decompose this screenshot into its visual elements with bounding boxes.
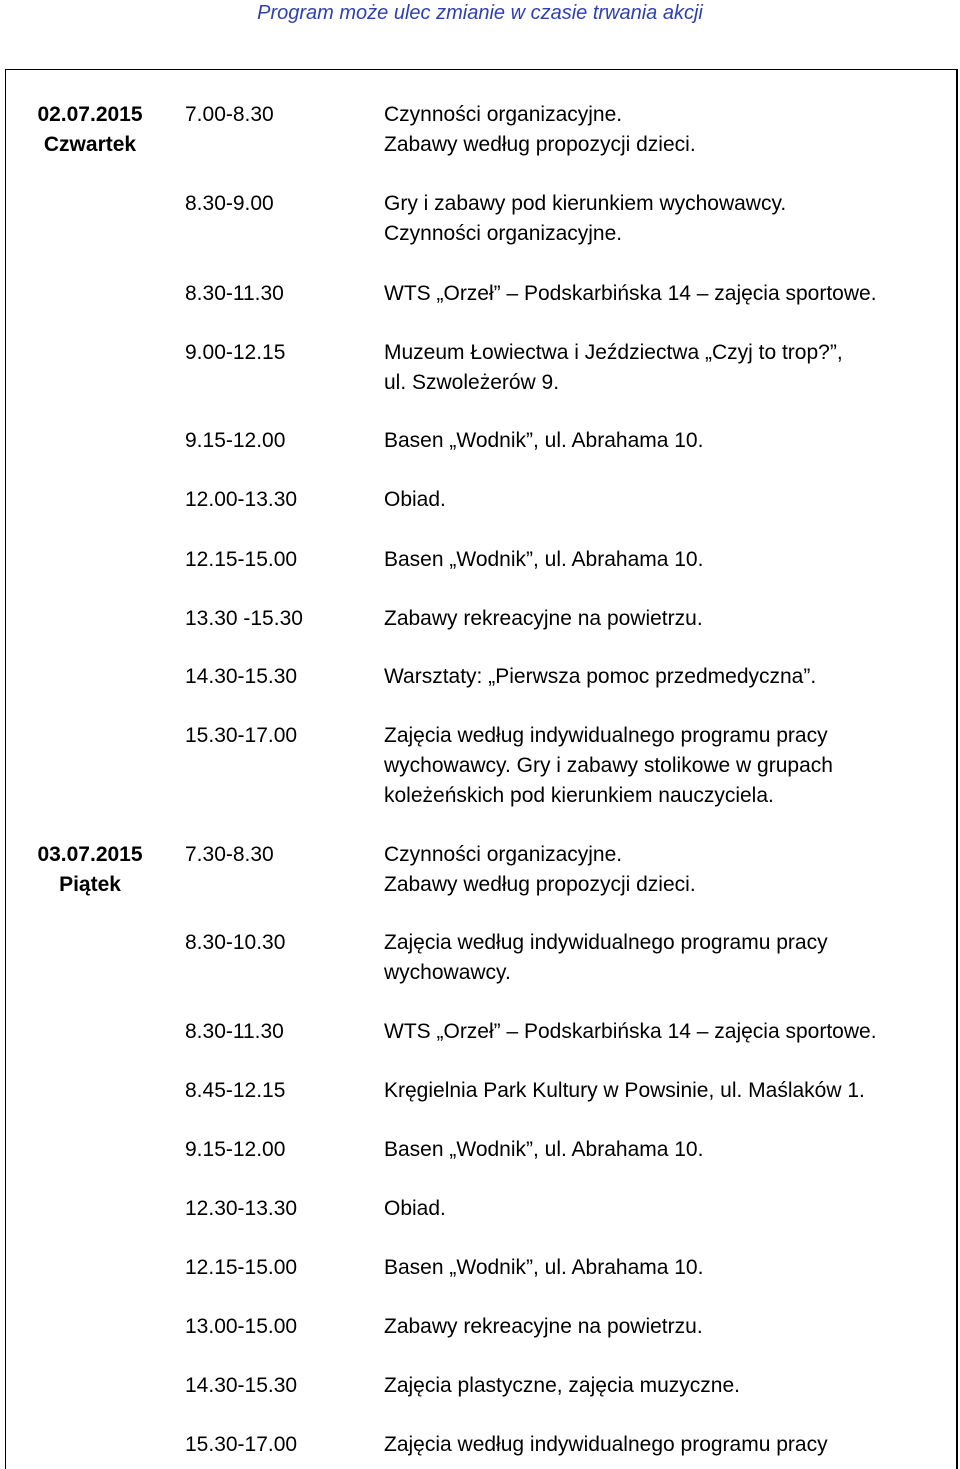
activity-line: ul. Szwoleżerów 9. xyxy=(384,371,560,394)
time-slot: 12.00-13.30 xyxy=(185,488,298,511)
activity-line: Czynności organizacyjne. xyxy=(384,103,623,126)
activity-line: Zajęcia plastyczne, zajęcia muzyczne. xyxy=(384,1374,740,1397)
activity-line: Czynności organizacyjne. xyxy=(384,843,623,866)
activity-line: Basen „Wodnik”, ul. Abrahama 10. xyxy=(384,1256,704,1279)
time-slot: 9.15-12.00 xyxy=(185,429,286,452)
time-slot: 12.15-15.00 xyxy=(185,548,298,571)
time-slot: 8.30-9.00 xyxy=(185,192,274,215)
activity-line: Gry i zabawy pod kierunkiem wychowawcy. xyxy=(384,192,787,215)
activity-line: Kręgielnia Park Kultury w Powsinie, ul. Maślaków 1. xyxy=(384,1079,865,1102)
activity-line: WTS „Orzeł” – Podskarbińska 14 – zajęcia sportowe. xyxy=(384,282,877,305)
time-slot: 7.00-8.30 xyxy=(185,103,274,126)
activity-line: Basen „Wodnik”, ul. Abrahama 10. xyxy=(384,429,704,452)
activity-line: Zabawy rekreacyjne na powietrzu. xyxy=(384,1315,703,1338)
activity-line: Zabawy według propozycji dzieci. xyxy=(384,133,696,156)
activity-line: Muzeum Łowiectwa i Jeździectwa „Czyj to trop?”, xyxy=(384,341,843,364)
time-slot: 14.30-15.30 xyxy=(185,1374,298,1397)
time-slot: 9.15-12.00 xyxy=(185,1138,286,1161)
time-slot: 15.30-17.00 xyxy=(185,724,298,747)
activity-line: Basen „Wodnik”, ul. Abrahama 10. xyxy=(384,548,704,571)
activity-line: WTS „Orzeł” – Podskarbińska 14 – zajęcia sportowe. xyxy=(384,1020,877,1043)
activity-line: Zajęcia według indywidualnego programu pracy xyxy=(384,931,828,954)
activity-line: wychowawcy. xyxy=(384,961,511,984)
time-slot: 8.30-11.30 xyxy=(185,282,284,305)
activity-line: Zajęcia według indywidualnego programu pracy xyxy=(384,1433,828,1456)
activity-line: Obiad. xyxy=(384,488,446,511)
day-1-date: 02.07.2015 xyxy=(37,103,143,126)
time-slot: 12.30-13.30 xyxy=(185,1197,298,1220)
day-1-weekday: Czwartek xyxy=(43,133,137,156)
time-slot: 15.30-17.00 xyxy=(185,1433,298,1456)
activity-line: Basen „Wodnik”, ul. Abrahama 10. xyxy=(384,1138,704,1161)
time-slot: 9.00-12.15 xyxy=(185,341,286,364)
time-slot: 8.45-12.15 xyxy=(185,1079,286,1102)
table-right-border xyxy=(957,69,958,1469)
activity-line: Obiad. xyxy=(384,1197,446,1220)
activity-line: Warsztaty: „Pierwsza pomoc przedmedyczna”. xyxy=(384,665,817,688)
activity-line: Zabawy według propozycji dzieci. xyxy=(384,873,696,896)
time-slot: 7.30-8.30 xyxy=(185,843,274,866)
time-slot: 8.30-10.30 xyxy=(185,931,286,954)
time-slot: 12.15-15.00 xyxy=(185,1256,298,1279)
activity-line: Zabawy rekreacyjne na powietrzu. xyxy=(384,607,703,630)
time-slot: 8.30-11.30 xyxy=(185,1020,284,1043)
activity-line: Zajęcia według indywidualnego programu pracy xyxy=(384,724,828,747)
schedule-change-note: Program może ulec zmianie w czasie trwania akcji xyxy=(257,2,703,24)
day-2-date: 03.07.2015 xyxy=(37,843,143,866)
activity-line: Czynności organizacyjne. xyxy=(384,222,623,245)
activity-line: koleżeńskich pod kierunkiem nauczyciela. xyxy=(384,784,774,807)
time-slot: 13.30 -15.30 xyxy=(185,607,303,630)
day-2-weekday: Piątek xyxy=(59,873,121,896)
time-slot: 13.00-15.00 xyxy=(185,1315,298,1338)
time-slot: 14.30-15.30 xyxy=(185,665,298,688)
activity-line: wychowawcy. Gry i zabawy stolikowe w grupach xyxy=(384,754,833,777)
